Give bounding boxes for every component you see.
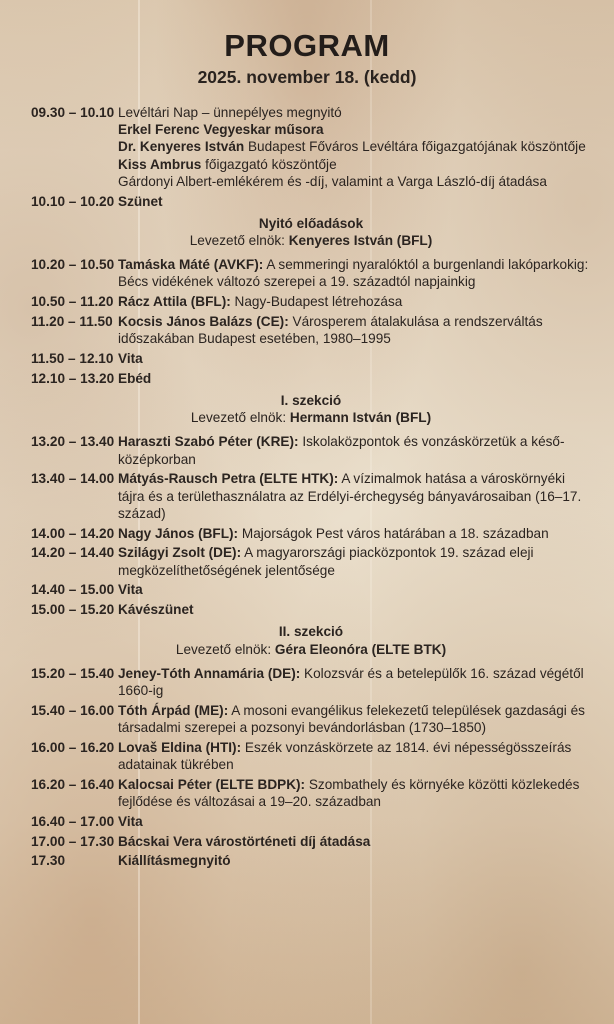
time-range: 16.20 – 16.40 (31, 776, 115, 792)
schedule-item-lecture (31, 470, 591, 522)
time-range: 09.30 – 10.10 (31, 105, 115, 120)
item-content (118, 665, 591, 699)
time-range: 11.50 – 12.10 (31, 351, 114, 367)
speaker-name: Lovaš Eldina (HTI): (118, 739, 242, 755)
schedule-item-award (31, 833, 591, 850)
section-heading-opening-lectures (31, 215, 591, 249)
item-title: Szünet (118, 193, 163, 209)
speaker-name: Szilágyi Zsolt (DE): (118, 545, 242, 561)
item-content (118, 293, 591, 310)
speaker-name: Dr. Kenyeres István (118, 139, 245, 155)
line-text: Budapest Főváros Levéltára főigazgatójának köszöntője (244, 139, 586, 155)
schedule-item-lecture (31, 702, 591, 736)
speaker-name: Kocsis János Balázs (CE): (118, 314, 289, 330)
time-range: 11.20 – 11.50 (31, 314, 113, 330)
program-schedule (31, 104, 591, 872)
section-title: I. szekció (280, 393, 342, 409)
section-title: II. szekció (278, 624, 344, 640)
opening-line (118, 138, 591, 155)
time-range: 10.20 – 10.50 (31, 257, 115, 273)
item-content (118, 525, 591, 542)
item-content (118, 739, 591, 773)
item-title: Ebéd (118, 370, 152, 386)
opening-line (118, 104, 591, 121)
item-content (118, 544, 591, 578)
line-text: Gárdonyi Albert-emlékérem és -díj, valamint a Varga László-díj átadása (118, 173, 547, 189)
schedule-item-lecture (31, 433, 591, 467)
lecture-title: A mosoni evangélikus felekezetű települések gazdasági és társadalmi szerepei a pozsonyi bevándorlásban (1730–1850) (118, 702, 585, 736)
line-text: Levéltári Nap – ünnepélyes megnyitó (118, 105, 342, 120)
chair-name: Hermann István (BFL) (289, 410, 432, 426)
item-content (118, 313, 591, 347)
schedule-item-lecture (31, 665, 591, 699)
schedule-item-lecture (31, 739, 591, 773)
event-date: 2025. november 18. (kedd) (197, 67, 417, 87)
schedule-item-discussion (31, 813, 591, 830)
opening-line (118, 173, 591, 190)
chair-label: Levezető elnök: (190, 410, 290, 426)
speaker-name: Nagy János (BFL): (118, 525, 239, 541)
line-bold: Erkel Ferenc Vegyeskar műsora (118, 122, 324, 138)
speaker-name: Kiss Ambrus (118, 156, 202, 172)
chair-name: Kenyeres István (BFL) (288, 233, 433, 249)
speaker-name: Jeney-Tóth Annamária (DE): (118, 665, 301, 681)
lecture-title: A vízimalmok hatása a városkörnyéki tájra és a területhasználatra az Erdélyi-érchegység bányavárosaiban (16–17. század) (118, 471, 582, 521)
time-range: 14.40 – 15.00 (31, 582, 115, 598)
schedule-item-lecture (31, 256, 591, 290)
lecture-title: Kolozsvár és a betelepülők 16. század végétől 1660-ig (118, 665, 584, 699)
item-title: Vita (118, 582, 143, 598)
section-heading-section-2 (31, 623, 591, 657)
time-range: 16.00 – 16.20 (31, 739, 115, 755)
time-range: 17.30 (31, 853, 66, 869)
time-range: 13.40 – 14.00 (31, 471, 115, 487)
item-title: Kávészünet (118, 602, 194, 618)
schedule-item-lecture (31, 313, 591, 347)
lecture-title: Iskolaközpontok és vonzáskörzetük a késő-középkorban (118, 434, 565, 467)
lecture-title: Városperem átalakulása a rendszerváltás időszakában Budapest esetében, 1980–1995 (118, 314, 543, 347)
item-content (118, 470, 591, 522)
item-content (118, 702, 591, 736)
page-title: PROGRAM (224, 28, 390, 63)
lecture-title: Szombathely és környéke közötti közlekedés fejlődése és változásai a 19–20. században (118, 776, 580, 810)
time-range: 16.40 – 17.00 (31, 813, 115, 829)
time-range: 15.00 – 15.20 (31, 602, 115, 618)
speaker-name: Mátyás-Rausch Petra (ELTE HTK): (118, 471, 339, 487)
lecture-title: Majorságok Pest város határában a 18. században (238, 525, 549, 541)
schedule-item-lunch (31, 370, 591, 387)
time-range: 10.10 – 10.20 (31, 193, 115, 209)
opening-line (118, 156, 591, 173)
schedule-item-opening (31, 104, 591, 190)
opening-line (118, 121, 591, 138)
item-title: Kiállításmegnyitó (118, 853, 231, 869)
lecture-title: A magyarországi piacközpontok 19. század eleji megközelíthetőségének jelentősége (118, 545, 534, 578)
schedule-item-exhibition (31, 852, 591, 869)
schedule-item-lecture (31, 776, 591, 810)
speaker-name: Tamáska Máté (AVKF): (118, 257, 264, 273)
schedule-item-lecture (31, 544, 591, 578)
time-range: 14.00 – 14.20 (31, 525, 115, 541)
speaker-name: Tóth Árpád (ME): (118, 702, 229, 718)
schedule-item-coffee-break (31, 601, 591, 618)
time-range: 15.20 – 15.40 (31, 665, 115, 681)
section-heading-section-1 (31, 392, 591, 426)
schedule-item-break (31, 193, 591, 210)
schedule-item-discussion (31, 581, 591, 598)
time-range: 10.50 – 11.20 (31, 294, 114, 310)
schedule-item-discussion (31, 350, 591, 367)
line-text: főigazgató köszöntője (201, 156, 337, 172)
lecture-title: A semmeringi nyaralóktól a burgenlandi lakóparkokig: Bécs vidékének változó szerepei a 19. századtól napjainkig (118, 257, 589, 290)
time-range: 14.20 – 14.40 (31, 545, 115, 561)
section-title: Nyitó előadások (258, 215, 364, 231)
time-range: 13.20 – 13.40 (31, 434, 115, 450)
chair-label: Levezető elnök: (189, 233, 289, 249)
schedule-item-lecture (31, 293, 591, 310)
program-header (0, 28, 614, 88)
speaker-name: Rácz Attila (BFL): (118, 294, 231, 310)
item-content (118, 433, 591, 467)
lecture-title: Eszék vonzáskörzete az 1814. évi népességösszeírás adatainak tükrében (118, 739, 572, 773)
lecture-title: Nagy-Budapest létrehozása (230, 294, 403, 310)
item-content (118, 776, 591, 810)
speaker-name: Kalocsai Péter (ELTE BDPK): (118, 776, 306, 792)
schedule-item-lecture (31, 525, 591, 542)
time-range: 17.00 – 17.30 (31, 833, 115, 849)
time-range: 12.10 – 13.20 (31, 370, 115, 386)
item-title: Vita (118, 351, 143, 367)
chair-name: Géra Eleonóra (ELTE BTK) (274, 641, 447, 657)
item-content (118, 104, 591, 190)
time-range: 15.40 – 16.00 (31, 702, 115, 718)
chair-label: Levezető elnök: (175, 641, 275, 657)
item-title: Bácskai Vera várostörténeti díj átadása (118, 833, 371, 849)
speaker-name: Haraszti Szabó Péter (KRE): (118, 434, 299, 450)
item-content (118, 256, 591, 290)
item-title: Vita (118, 813, 143, 829)
